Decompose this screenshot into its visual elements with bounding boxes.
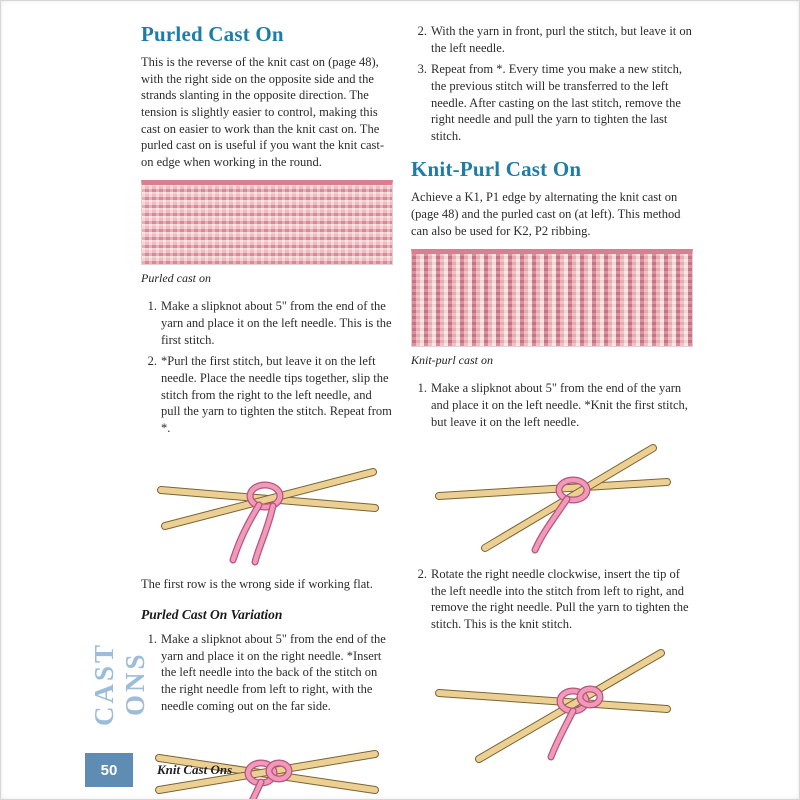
- photo-knit-purl-cast-on: [411, 249, 693, 347]
- purled-cast-on-steps: [141, 298, 393, 436]
- step-item: [411, 380, 693, 430]
- step-number: 2.: [417, 567, 427, 582]
- section-heading-knit-purl-cast-on: Knit-Purl Cast On: [411, 157, 582, 182]
- step-item: [411, 566, 693, 633]
- knit-purl-steps-2: [411, 566, 693, 633]
- step-text: Rotate the right needle clockwise, insert the tip of the left needle into the stitch from left to right, and remove the right needle. Pull the yarn to tighten the stitch. This is the knit stitch.: [431, 567, 689, 632]
- needle-yarn-illustration-knit-purl-1: [427, 438, 677, 556]
- page-number-badge: 50: [85, 753, 133, 787]
- step-number: 1.: [417, 381, 427, 396]
- needle-yarn-illustration-knit-purl-2: [427, 641, 677, 763]
- variation-steps: [141, 631, 393, 714]
- photo-caption-knit-purl: Knit-purl cast on: [411, 353, 494, 368]
- variation-heading: Purled Cast On Variation: [141, 607, 283, 623]
- step-text: Make a slipknot about 5" from the end of the yarn and place it on the left needle. *Knit the first stitch, but leave it on the left needle.: [431, 381, 688, 429]
- knit-purl-intro: Achieve a K1, P1 edge by alternating the knit cast on (page 48) and the purled cast on (at left). This method can also be used for K2, P2 ribbing.: [411, 190, 681, 238]
- wrong-side-note: The first row is the wrong side if working flat.: [141, 577, 373, 592]
- right-column: [411, 23, 693, 773]
- chapter-sidebar-label: CAST ONS: [89, 641, 150, 727]
- footer-running-title: Knit Cast Ons: [157, 762, 233, 777]
- needle-yarn-illustration-purl: [149, 444, 385, 566]
- step-number: 3.: [417, 62, 427, 77]
- photo-purled-cast-on: [141, 180, 393, 265]
- left-column: [141, 23, 393, 800]
- step-item: [411, 61, 693, 144]
- step-text: Repeat from *. Every time you make a new stitch, the previous stitch will be transferred to the left needle. After casting on the last stitch, remove the right needle and pull the yarn to tighten the last stitch.: [431, 62, 682, 143]
- step-item: [141, 353, 393, 436]
- step-item: [411, 23, 693, 56]
- step-text: Make a slipknot about 5" from the end of the yarn and place it on the left needle. This is the first stitch.: [161, 299, 392, 347]
- step-item: [141, 298, 393, 348]
- step-item: [141, 631, 393, 714]
- photo-caption-purled: Purled cast on: [141, 271, 211, 286]
- purled-cast-on-continued-steps: [411, 23, 693, 144]
- step-number: 1.: [147, 299, 157, 314]
- step-number: 1.: [147, 632, 157, 647]
- step-text: Make a slipknot about 5" from the end of the yarn and place it on the right needle. *Insert the left needle into the back of the stitch on the right needle from left to right, with the needle coming out on the far side.: [161, 632, 386, 713]
- step-number: 2.: [417, 24, 427, 38]
- step-number: 2.: [147, 354, 157, 369]
- step-text: *Purl the first stitch, but leave it on the left needle. Place the needle tips together, slip the stitch from the right to the left needle, and pull the yarn to tighten the stitch. Repeat from *.: [161, 354, 392, 435]
- knit-purl-steps: [411, 380, 693, 430]
- purled-cast-on-intro: This is the reverse of the knit cast on (page 48), with the right side on the opposite side and the strands slanting in the opposite direction. The tension is slightly easier to control, making this cast on easier to work than the knit cast on. The purled cast on is useful if you want the knit cast-on edge when working in the round.: [141, 55, 384, 169]
- step-text: With the yarn in front, purl the stitch, but leave it on the left needle.: [431, 24, 692, 55]
- section-heading-purled-cast-on: Purled Cast On: [141, 22, 284, 46]
